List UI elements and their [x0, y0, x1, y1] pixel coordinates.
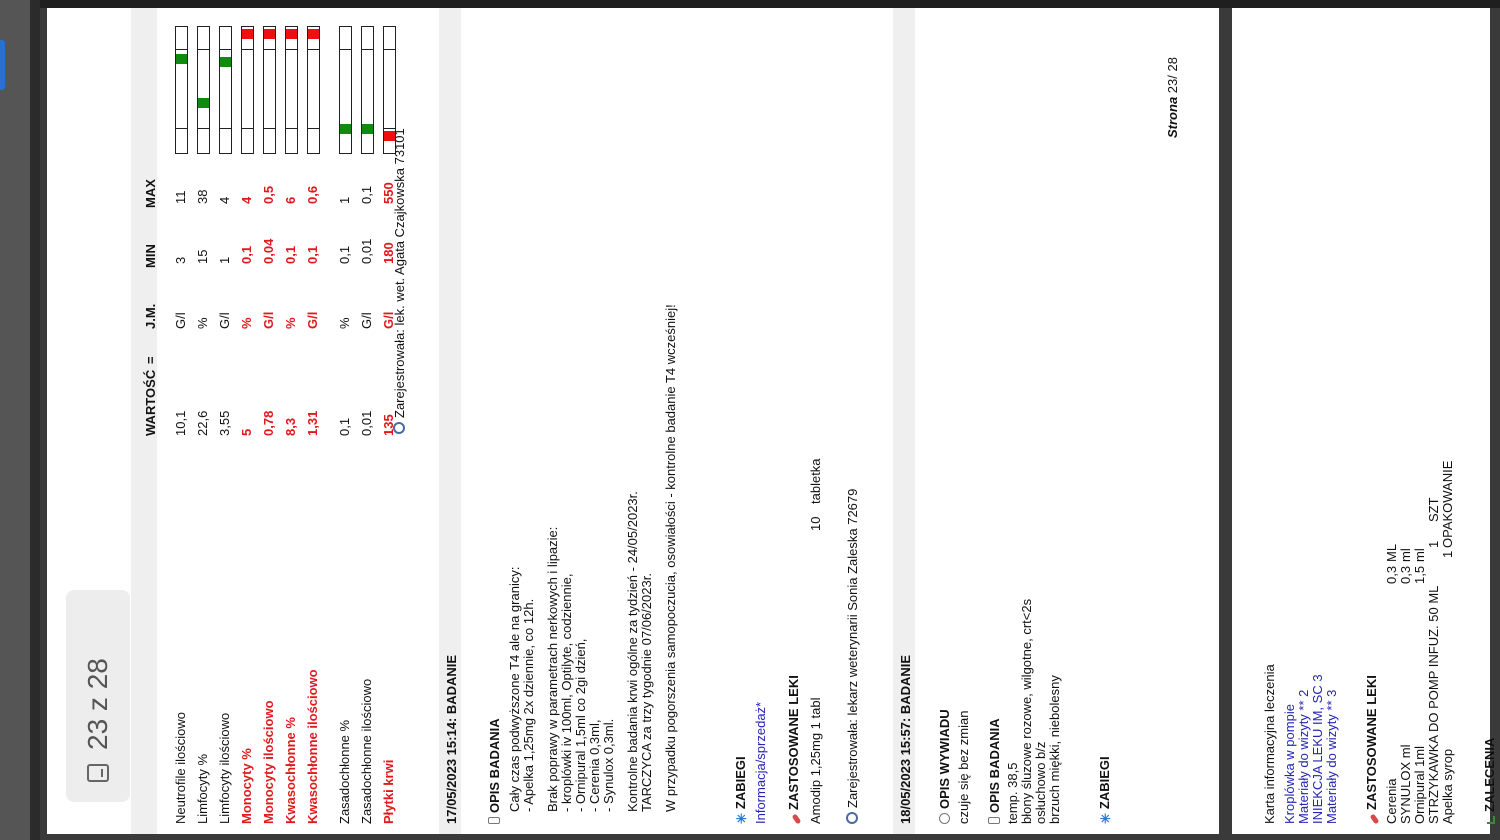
lab-row-value: 10,1 [173, 410, 188, 436]
lab-row-name: Limfocyty ilościowo [217, 712, 232, 824]
lek-qty: 1 [1440, 550, 1455, 558]
lek-qty: 0,3 [1398, 565, 1413, 584]
lab-row-min: 0,04 [261, 238, 276, 264]
lab-row-min: 0,01 [359, 238, 374, 264]
visit-1-lek-name: Amodip 1,25mg 1 tabl [808, 697, 823, 824]
page-indicator[interactable] [66, 590, 130, 802]
lab-row-unit: % [195, 317, 210, 329]
lab-row-unit: G/l [173, 312, 188, 329]
lab-row-range-marker [286, 29, 297, 39]
lab-row-value: 0,78 [261, 410, 276, 436]
pill-icon [1370, 813, 1380, 824]
header-min: MIN [143, 244, 158, 268]
lab-row-value: 135 [381, 414, 396, 436]
lab-row-range-marker [242, 29, 253, 39]
lab-row-value: 8,3 [283, 417, 298, 436]
lek-unit: ML [1384, 543, 1399, 562]
registered-by-2: Zarejestrowała: lekarz weterynarii Sonia Zaleska 72679 [845, 489, 860, 824]
lek-qty: 1 [1426, 540, 1441, 548]
opis-line: - Ornipural 1,5ml co 2gi dzień, [573, 638, 588, 812]
lab-row-max: 550 [381, 182, 396, 204]
lab-row-range-marker [308, 29, 319, 39]
opis-line: Kontrolne badania krwi ogólne za tydzień - 24/05/2023r. [625, 491, 640, 812]
visit-1-zabiegi-item[interactable]: Informacja/sprzedaż* [753, 701, 768, 824]
lab-row-range-bar [285, 26, 298, 154]
pill-icon [792, 813, 802, 824]
karta-link[interactable]: Kroplówka w pompie [1282, 704, 1297, 824]
lab-row-range-bar [307, 26, 320, 154]
lab-row-name: Monocyty ilościowo [261, 700, 276, 824]
thermometer-icon [988, 817, 1000, 824]
lek-name: SYNULOX ml [1398, 744, 1413, 824]
lab-row-unit: G/l [359, 312, 374, 329]
lab-row-min: 0,1 [305, 245, 320, 264]
interview-icon [939, 813, 950, 824]
page-footer: Strona 23/ 28 [1165, 57, 1180, 138]
lab-row-range-marker [340, 124, 351, 134]
lab-row-name: Monocyty % [239, 748, 254, 824]
lab-row-name: Płytki krwi [381, 759, 396, 824]
lab-row-min: 15 [195, 249, 210, 264]
page2-next-heading: ZALECENIA [1482, 738, 1497, 824]
lab-row-range-bar [339, 26, 352, 154]
visit-2-zabiegi-heading: ✳ZABIEGI [1097, 756, 1113, 824]
lab-row-max: 4 [239, 196, 254, 204]
lek-qty: 0,3 [1384, 565, 1399, 584]
visit-2-opis-heading: OPIS BADANIA [987, 718, 1002, 824]
visit-1-opis-heading: OPIS BADANIA [487, 718, 502, 824]
visit-2-wywiad-heading: OPIS WYWIADU [937, 709, 952, 824]
user-icon [393, 422, 405, 434]
opis-line: Brak poprawy w parametrach nerkowych i lipazie: [545, 526, 560, 812]
lab-row-name: Zasadochłonne ilościowo [359, 678, 374, 824]
opis-line: - Apelka 1,25mg 2x dziennie, co 12h. [521, 598, 536, 812]
karta-link[interactable]: Materiały do wizyty ** 3 [1324, 689, 1339, 824]
karta-link[interactable]: INIEKCJA LEKU IM, SC 3 [1310, 674, 1325, 824]
opis-line: W przypadku pogorszenia samopoczucia, osowiałości - kontrolne badanie T4 wcześniej! [663, 304, 678, 812]
lab-row-name: Zasadochłonne % [337, 719, 352, 824]
lek-unit: OPAKOWANIE [1440, 460, 1455, 548]
lab-row-value: 1,31 [305, 410, 320, 436]
opis-line: - Cerenia 0,3ml, [587, 719, 602, 812]
header-unit: J.M. [143, 303, 158, 329]
lab-row-value: 22,6 [195, 410, 210, 436]
lab-row-max: 0,1 [359, 185, 374, 204]
visit-1-zabiegi-heading: ✳ZABIEGI [733, 756, 749, 824]
visit-1-title: 17/05/2023 15:14: BADANIE [444, 654, 459, 824]
lab-row-name: Neutrofile ilościowo [173, 712, 188, 824]
lab-row-min: 1 [217, 256, 232, 264]
lab-row-range-bar [219, 26, 232, 154]
lab-row-value: 0,01 [359, 410, 374, 436]
lek-qty: 1,5 [1412, 565, 1427, 584]
lab-row-range-marker [198, 98, 209, 108]
lek-name: Cerenia [1384, 778, 1399, 824]
lab-row-unit: G/l [217, 312, 232, 329]
opis-line: - kroplówki iv 100ml, Optilyte, codziennie, [559, 573, 574, 812]
lab-row-max: 6 [283, 196, 298, 204]
lab-row-range-marker [362, 124, 373, 134]
lab-row-range-marker [176, 54, 187, 64]
lab-row-value: 3,55 [217, 410, 232, 436]
lek-name: STRZYKAWKA DO POMP INFUZ. 50 ML [1426, 585, 1441, 824]
lab-row-range-bar [263, 26, 276, 154]
lab-row-range-marker [220, 57, 231, 67]
opis-line: Cały czas podwyższone T4 ale na granicy: [507, 566, 522, 812]
visit-1-leki-heading: ZASTOSOWANE LEKI [786, 675, 801, 824]
lek-unit: ml [1398, 548, 1413, 562]
registered-by-1: Zarejestrowała: lek. wet. Agata Czajkowska 73101 [392, 128, 407, 434]
lab-row-unit: % [283, 317, 298, 329]
lek-name: Apelka syrop [1440, 748, 1455, 824]
lab-row-name: Kwasochłonne % [283, 717, 298, 824]
visit-2-title: 18/05/2023 15:57: BADANIE [898, 654, 913, 824]
lab-row-unit: G/l [381, 311, 396, 329]
lab-row-min: 0,1 [283, 245, 298, 264]
lab-row-value: 0,1 [337, 417, 352, 436]
opis-line: TARCZYCA za trzy tygodnie 07/06/2023r. [639, 573, 654, 812]
lab-row-unit: G/l [261, 311, 276, 329]
user-icon [846, 812, 858, 824]
lab-row-max: 1 [337, 196, 352, 204]
thermometer-icon [488, 817, 500, 824]
lab-row-min: 0,1 [239, 245, 254, 264]
asterisk-icon: ✳ [1098, 813, 1113, 824]
page-indicator-text: 23 z 28 [82, 658, 113, 750]
lab-row-max: 0,5 [261, 185, 276, 204]
lek-unit: ml [1412, 548, 1427, 562]
lab-row-unit: % [239, 317, 254, 329]
lab-row-range-bar [175, 26, 188, 154]
pdf-page-24 [1232, 8, 1497, 834]
visit-1-lek-unit: tabletka [808, 458, 823, 504]
visit-1-lek-qty: 10 [808, 516, 823, 531]
viewer-top-bar [0, 0, 1500, 8]
lab-row-value: 5 [239, 428, 254, 436]
asterisk-icon: ✳ [734, 813, 749, 824]
opis-line: temp. 38,5 [1005, 762, 1020, 824]
lab-row-min: 3 [173, 256, 188, 264]
lab-row-range-marker [264, 29, 275, 39]
lab-row-min: 0,1 [337, 245, 352, 264]
lab-row-min: 180 [381, 242, 396, 264]
lab-row-max: 11 [173, 190, 188, 204]
visit-2-wywiad-text: czuje się bez zmian [956, 710, 971, 824]
lab-row-max: 4 [217, 196, 232, 204]
lab-row-name: Kwasochłonne ilościowo [305, 669, 320, 824]
header-max: MAX [143, 179, 158, 208]
lab-row-range-bar [197, 26, 210, 154]
lab-row-unit: G/l [305, 311, 320, 329]
opis-line: osłuchowo b/z [1033, 741, 1048, 824]
lek-name: Ornipural 1ml [1412, 745, 1427, 824]
side-tab-indicator[interactable] [0, 40, 5, 90]
opis-line: brzuch miękki, niebolesny [1047, 675, 1062, 824]
lab-row-max: 38 [195, 189, 210, 204]
pdf-page-23 [47, 8, 1219, 834]
opis-line: błony śluzowe rozowe, wilgotne, crt<2s [1019, 598, 1034, 824]
page-icon [87, 764, 109, 782]
lab-row-range-bar [361, 26, 374, 154]
karta-title: Karta informacyjna leczenia [1262, 664, 1277, 824]
karta-link[interactable]: Materiały do wizyty ** 2 [1296, 689, 1311, 824]
page2-leki-heading: ZASTOSOWANE LEKI [1364, 675, 1379, 824]
lab-row-unit: % [337, 317, 352, 329]
lek-unit: SZT [1426, 497, 1441, 522]
lab-row-range-bar [241, 26, 254, 154]
check-icon [1487, 816, 1495, 824]
viewer-left-panel [0, 0, 40, 840]
lab-row-max: 0,6 [305, 185, 320, 204]
header-eq: = [143, 356, 158, 364]
lab-row-name: Limfocyty % [195, 753, 210, 824]
opis-line: - Synulox 0,3ml. [601, 718, 616, 812]
header-value: WARTOŚĆ [143, 369, 158, 436]
